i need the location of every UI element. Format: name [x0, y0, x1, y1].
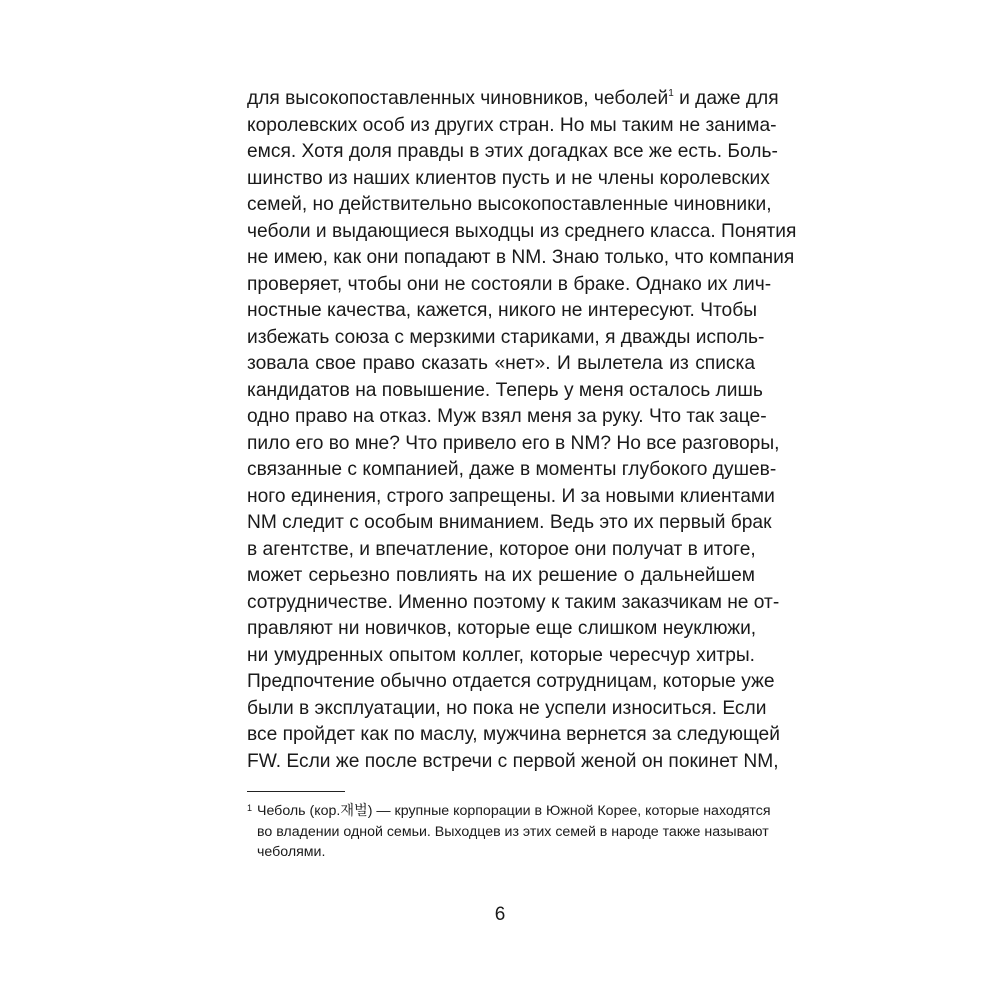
- body-line: ни умудренных опытом коллег, которые чересчур хитры.: [247, 644, 755, 666]
- body-line: зовала свое право сказать «нет». И вылетела из списка: [247, 353, 755, 374]
- body-line-1-text: для высокопоставленных чиновников, чеболей: [247, 88, 669, 109]
- body-line: одно право на отказ. Муж взял меня за руку. Что так заце-: [247, 406, 767, 427]
- body-line: семей, но действительно высокопоставленные чиновники,: [247, 194, 772, 215]
- footnote-line: чеболями.: [257, 844, 326, 861]
- body-line-1: [247, 86, 779, 113]
- body-line: избежать союза с мерзкими стариками, я дважды исполь-: [247, 326, 765, 348]
- body-text: [247, 86, 797, 775]
- body-line: ного единения, строго запрещены. И за новыми клиентами: [247, 485, 775, 507]
- body-line: ностные качества, кажется, никого не интересуют. Чтобы: [247, 300, 758, 321]
- body-line: может серьезно повлиять на их решение о дальнейшем: [247, 565, 755, 586]
- body-line: чеболи и выдающиеся выходцы из среднего класса. Понятия: [247, 220, 797, 242]
- footnote-reference: 1: [668, 88, 674, 99]
- footnote-line: во владении одной семьи. Выходцев из этих семей в народе также называют: [257, 823, 769, 840]
- body-line: не имею, как они попадают в NM. Знаю только, что компания: [247, 247, 795, 268]
- body-line: королевских особ из других стран. Но мы таким не занима-: [247, 114, 777, 136]
- body-line: все пройдет как по маслу, мужчина вернется за следующей: [247, 724, 780, 745]
- body-line: пило его во мне? Что привело его в NM? Но все разговоры,: [247, 432, 780, 454]
- body-line-1-tail: и даже для: [673, 88, 779, 109]
- body-line: в агентстве, и впечатление, которое они получат в итоге,: [247, 538, 756, 560]
- body-line: шинство из наших клиентов пусть и не члены королевских: [247, 167, 770, 189]
- body-line: проверяет, чтобы они не состояли в браке. Однако их лич-: [247, 273, 772, 295]
- body-line: сотрудничестве. Именно поэтому к таким заказчикам не от-: [247, 591, 780, 613]
- footnote-divider: [247, 791, 345, 792]
- footnote-line: Чеболь (кор.재벌) — крупные корпорации в Южной Корее, которые находятся: [257, 803, 771, 819]
- body-line: были в эксплуатации, но пока не успели износиться. Если: [247, 697, 767, 719]
- body-line: FW. Если же после встречи с первой женой он покинет NM,: [247, 750, 779, 772]
- footnote-marker: 1: [247, 803, 253, 813]
- body-line: правляют ни новичков, которые еще слишком неуклюжи,: [247, 618, 757, 639]
- body-line: емся. Хотя доля правды в этих догадках все же есть. Боль-: [247, 141, 778, 162]
- page-number: 6: [494, 904, 506, 925]
- body-line: кандидатов на повышение. Теперь у меня осталось лишь: [247, 379, 763, 401]
- body-line: связанные с компанией, даже в моменты глубокого душев-: [247, 459, 777, 480]
- body-line: Предпочтение обычно отдается сотрудницам, которые уже: [247, 671, 775, 692]
- body-line: NM следит с особым вниманием. Ведь это их первый брак: [247, 512, 772, 533]
- footnote: [247, 801, 771, 863]
